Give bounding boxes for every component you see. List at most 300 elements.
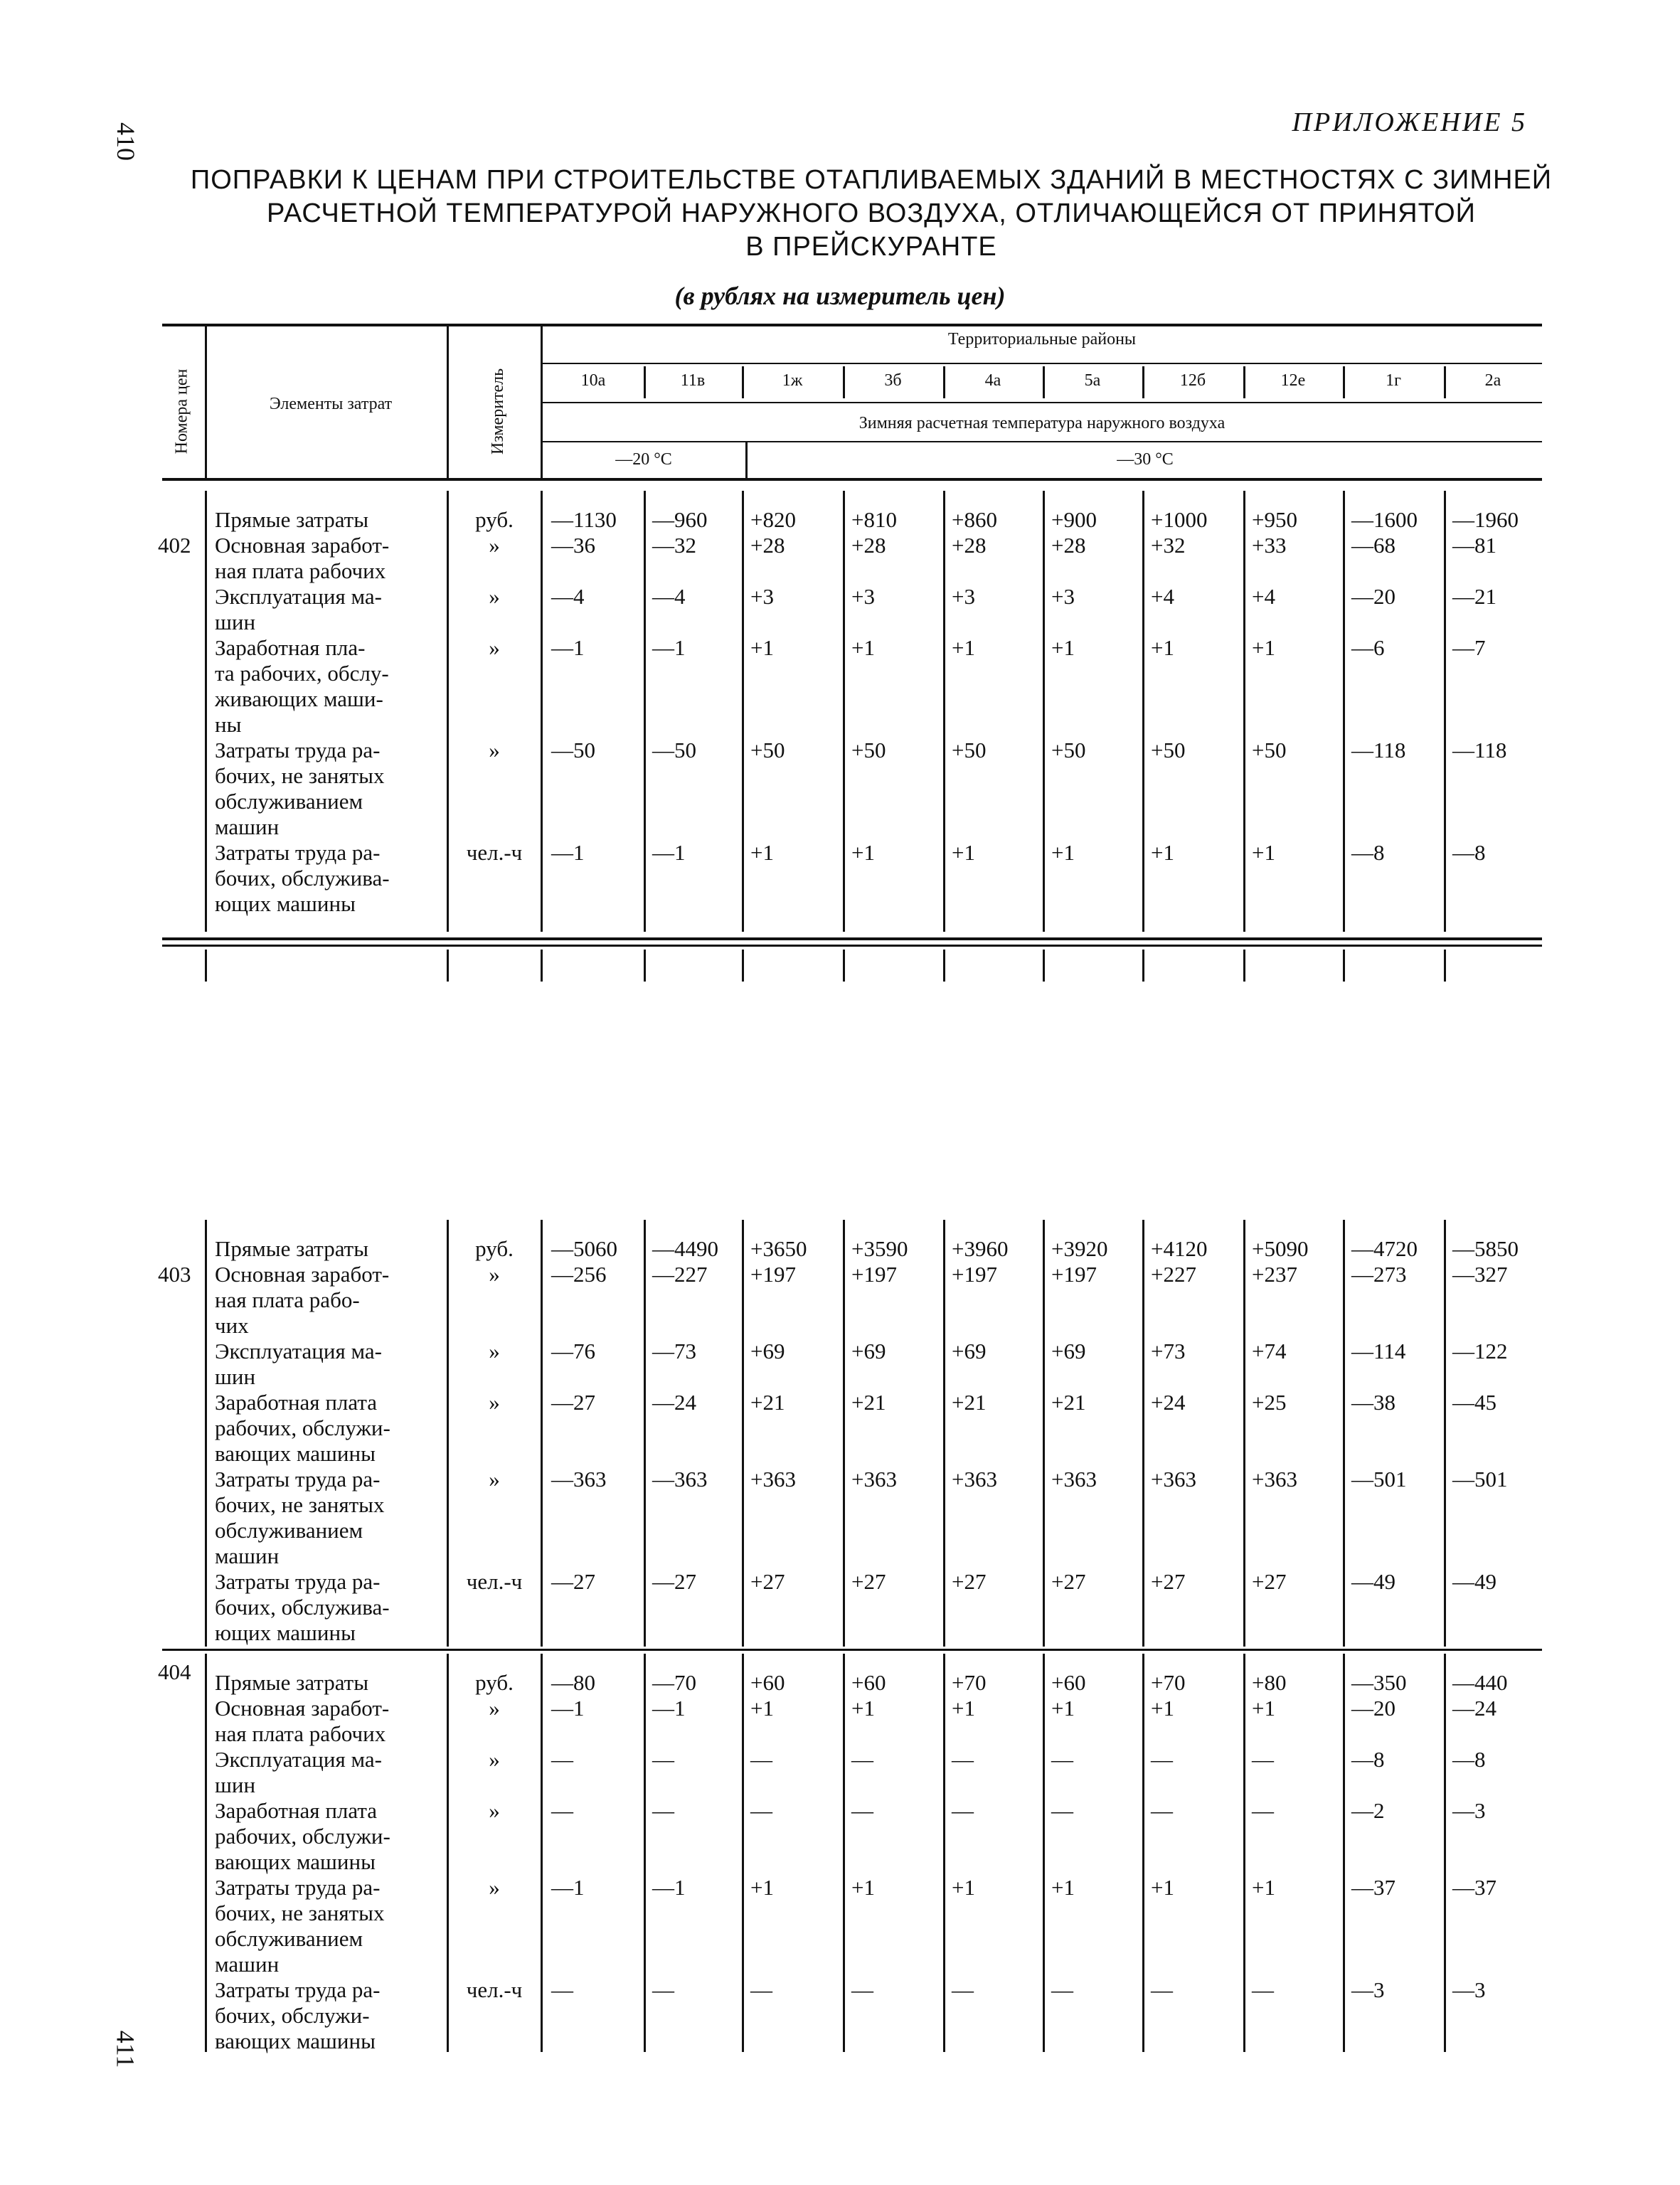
cost-element-line: обслуживанием xyxy=(215,789,363,814)
cost-element-line: бочих, обслужи- xyxy=(215,2003,370,2028)
value-cell: +50 xyxy=(1051,738,1086,762)
value-cell: +363 xyxy=(952,1467,997,1492)
value-cell: +1 xyxy=(1051,840,1075,865)
value-cell: — xyxy=(750,1977,772,2002)
cost-element xyxy=(215,1467,446,1569)
value-cell: —37 xyxy=(1452,1875,1496,1900)
region-header: 11в xyxy=(680,371,706,390)
cost-element-line: обслуживанием xyxy=(215,1518,363,1543)
value-cell: +1 xyxy=(1252,840,1275,865)
value-cell: +74 xyxy=(1252,1339,1287,1363)
value-cell: +80 xyxy=(1252,1670,1287,1695)
value-cell: +21 xyxy=(952,1390,987,1415)
vertical-rule xyxy=(742,366,744,398)
vertical-rule xyxy=(205,1654,207,2052)
value-cell: —8 xyxy=(1351,840,1385,865)
value-cell: +27 xyxy=(1051,1569,1086,1594)
value-cell: +3920 xyxy=(1051,1236,1108,1261)
cost-element xyxy=(215,1569,446,1646)
value-cell: — xyxy=(750,1747,772,1772)
value-cell: —50 xyxy=(551,738,595,762)
cost-element-line: Прямые затраты xyxy=(215,1236,369,1261)
value-cell: +1 xyxy=(750,1875,774,1900)
vertical-rule xyxy=(541,1654,543,2052)
cost-element-line: бочих, обслужива- xyxy=(215,1595,390,1620)
value-cell: — xyxy=(1252,1798,1274,1823)
cost-element-line: машин xyxy=(215,814,280,839)
value-cell: +28 xyxy=(1051,533,1086,558)
value-cell: —20 xyxy=(1351,584,1395,609)
value-cell: +3960 xyxy=(952,1236,1009,1261)
horizontal-rule xyxy=(543,441,1542,442)
page-title xyxy=(142,164,1600,264)
units-subtitle: (в рублях на измеритель цен) xyxy=(674,282,1006,310)
region-header: 3б xyxy=(884,371,902,390)
value-cell: +1 xyxy=(1151,840,1174,865)
value-cell: +70 xyxy=(952,1670,987,1695)
unit-cell: » xyxy=(489,1696,500,1721)
vertical-rule xyxy=(943,366,945,398)
cost-element-line: чих xyxy=(215,1313,249,1338)
value-cell: +3650 xyxy=(750,1236,807,1261)
cost-element-line: бочих, обслужива- xyxy=(215,866,390,891)
value-cell: +70 xyxy=(1151,1670,1186,1695)
value-cell: +27 xyxy=(1151,1569,1186,1594)
value-cell: +1 xyxy=(1051,1875,1075,1900)
unit-cell: » xyxy=(489,738,500,762)
value-cell: —27 xyxy=(551,1569,595,1594)
value-cell: +900 xyxy=(1051,507,1097,532)
value-cell: +73 xyxy=(1151,1339,1186,1363)
cost-element-line: Заработная плата xyxy=(215,1798,378,1823)
value-cell: +32 xyxy=(1151,533,1186,558)
vertical-rule xyxy=(447,950,449,982)
value-cell: —440 xyxy=(1452,1670,1508,1695)
vertical-rule xyxy=(1444,1654,1446,2052)
unit-cell: » xyxy=(489,1262,500,1287)
cost-element-line: рабочих, обслужи- xyxy=(215,1415,390,1440)
value-cell: +4 xyxy=(1252,584,1275,609)
value-cell: — xyxy=(652,1977,674,2002)
page-number-top: 410 xyxy=(112,122,140,161)
value-cell: +24 xyxy=(1151,1390,1186,1415)
price-code: 402 xyxy=(158,533,191,558)
vertical-rule xyxy=(541,326,543,478)
cost-element xyxy=(215,1236,446,1262)
value-cell: +363 xyxy=(1151,1467,1196,1492)
cost-element xyxy=(215,1798,446,1875)
value-cell: — xyxy=(652,1798,674,1823)
value-cell: —76 xyxy=(551,1339,595,1363)
value-cell: +810 xyxy=(851,507,897,532)
cost-element-line: Основная заработ- xyxy=(215,1696,390,1721)
cost-element-line: бочих, не занятых xyxy=(215,763,385,788)
value-cell: +28 xyxy=(750,533,785,558)
horizontal-rule xyxy=(162,937,1542,940)
vertical-rule xyxy=(1243,1654,1245,2052)
region-header: 12е xyxy=(1280,371,1306,390)
unit-cell: » xyxy=(489,1467,500,1492)
value-cell: —8 xyxy=(1351,1747,1385,1772)
value-cell: +1 xyxy=(750,1696,774,1721)
cost-element xyxy=(215,1339,446,1390)
header-temperature: Зимняя расчетная температура наружного воздуха xyxy=(858,414,1226,432)
cost-element xyxy=(215,533,446,584)
value-cell: +197 xyxy=(750,1262,796,1287)
cost-element-line: Затраты труда ра- xyxy=(215,840,381,865)
value-cell: —8 xyxy=(1452,840,1486,865)
value-cell: —50 xyxy=(652,738,696,762)
horizontal-rule xyxy=(162,478,1542,481)
vertical-rule xyxy=(1243,491,1245,932)
cost-element xyxy=(215,1262,446,1339)
vertical-rule xyxy=(1343,1654,1345,2052)
vertical-rule xyxy=(1043,950,1045,982)
value-cell: +197 xyxy=(1051,1262,1097,1287)
vertical-rule xyxy=(1142,1220,1144,1647)
unit-cell: » xyxy=(489,1339,500,1363)
value-cell: —363 xyxy=(551,1467,607,1492)
value-cell: —4 xyxy=(551,584,585,609)
cost-element xyxy=(215,1696,446,1747)
value-cell: +1 xyxy=(851,1696,875,1721)
value-cell: —68 xyxy=(1351,533,1395,558)
title-line: ПОПРАВКИ К ЦЕНАМ ПРИ СТРОИТЕЛЬСТВЕ ОТАПЛИВАЕМЫХ ЗДАНИЙ В МЕСТНОСТЯХ С ЗИМНЕЙ xyxy=(190,165,1553,195)
vertical-rule xyxy=(1043,491,1045,932)
value-cell: — xyxy=(1051,1747,1073,1772)
value-cell: +820 xyxy=(750,507,796,532)
vertical-rule xyxy=(644,1220,646,1647)
vertical-rule xyxy=(943,1220,945,1647)
unit-cell: » xyxy=(489,1798,500,1823)
cost-element-line: ющих машины xyxy=(215,1620,356,1645)
region-header: 1г xyxy=(1386,371,1401,390)
price-code: 403 xyxy=(158,1262,191,1287)
vertical-rule xyxy=(1243,366,1245,398)
vertical-rule xyxy=(205,491,207,932)
value-cell: +4 xyxy=(1151,584,1174,609)
value-cell: +27 xyxy=(952,1569,987,1594)
value-cell: —1960 xyxy=(1452,507,1519,532)
value-cell: +69 xyxy=(851,1339,886,1363)
value-cell: — xyxy=(551,1747,573,1772)
value-cell: +3 xyxy=(851,584,875,609)
horizontal-rule xyxy=(543,402,1542,403)
vertical-rule xyxy=(541,950,543,982)
cost-element-line: Эксплуатация ма- xyxy=(215,1339,382,1363)
horizontal-rule xyxy=(162,324,1542,326)
vertical-rule xyxy=(447,326,449,478)
cost-element xyxy=(215,1977,446,2054)
cost-element-line: Эксплуатация ма- xyxy=(215,584,382,609)
vertical-rule xyxy=(644,950,646,982)
vertical-rule xyxy=(943,1654,945,2052)
value-cell: —24 xyxy=(652,1390,696,1415)
value-cell: —36 xyxy=(551,533,595,558)
value-cell: +3 xyxy=(952,584,975,609)
value-cell: — xyxy=(851,1798,873,1823)
cost-element xyxy=(215,507,446,533)
value-cell: —3 xyxy=(1452,1977,1486,2002)
cost-element-line: Эксплуатация ма- xyxy=(215,1747,382,1772)
value-cell: +1 xyxy=(952,1696,975,1721)
cost-element-line: рабочих, обслужи- xyxy=(215,1824,390,1849)
value-cell: +950 xyxy=(1252,507,1297,532)
value-cell: —45 xyxy=(1452,1390,1496,1415)
value-cell: +21 xyxy=(1051,1390,1086,1415)
value-cell: — xyxy=(1151,1977,1173,2002)
value-cell: +69 xyxy=(1051,1339,1086,1363)
header-elements: Элементы затрат xyxy=(269,395,393,413)
vertical-rule xyxy=(1043,366,1045,398)
value-cell: —114 xyxy=(1351,1339,1406,1363)
value-cell: +60 xyxy=(851,1670,886,1695)
value-cell: +227 xyxy=(1151,1262,1196,1287)
vertical-rule xyxy=(644,1654,646,2052)
cost-element xyxy=(215,1670,446,1696)
value-cell: — xyxy=(750,1798,772,1823)
value-cell: —38 xyxy=(1351,1390,1395,1415)
vertical-rule xyxy=(742,1654,744,2052)
vertical-rule xyxy=(1444,950,1446,982)
value-cell: +363 xyxy=(1252,1467,1297,1492)
value-cell: +1000 xyxy=(1151,507,1208,532)
value-cell: +1 xyxy=(1051,1696,1075,1721)
value-cell: +1 xyxy=(1252,1875,1275,1900)
value-cell: — xyxy=(1151,1798,1173,1823)
header-temp-group: —30 °С xyxy=(1117,450,1174,469)
cost-element xyxy=(215,635,446,738)
value-cell: —3 xyxy=(1452,1798,1486,1823)
value-cell: — xyxy=(952,1747,974,1772)
value-cell: +50 xyxy=(750,738,785,762)
value-cell: +5090 xyxy=(1252,1236,1309,1261)
cost-element-line: ная плата рабочих xyxy=(215,558,386,583)
value-cell: — xyxy=(551,1798,573,1823)
vertical-rule xyxy=(1043,1654,1045,2052)
vertical-rule xyxy=(742,1220,744,1647)
header-territorial: Территориальные районы xyxy=(947,330,1137,349)
value-cell: +1 xyxy=(750,635,774,660)
value-cell: —7 xyxy=(1452,635,1486,660)
value-cell: — xyxy=(1051,1977,1073,2002)
unit-cell: » xyxy=(489,533,500,558)
vertical-rule xyxy=(843,950,845,982)
value-cell: +1 xyxy=(952,840,975,865)
value-cell: +197 xyxy=(952,1262,997,1287)
cost-element-line: вающих машины xyxy=(215,1849,376,1874)
value-cell: —1 xyxy=(652,1696,686,1721)
cost-element-line: ющих машины xyxy=(215,891,356,916)
vertical-rule xyxy=(1343,366,1345,398)
value-cell: +1 xyxy=(851,635,875,660)
horizontal-rule xyxy=(162,1649,1542,1651)
value-cell: —1 xyxy=(652,635,686,660)
unit-cell: руб. xyxy=(475,1236,514,1261)
cost-element-line: Затраты труда ра- xyxy=(215,1569,381,1594)
value-cell: +1 xyxy=(952,635,975,660)
unit-cell: » xyxy=(489,1390,500,1415)
value-cell: —1 xyxy=(551,1696,585,1721)
cost-element xyxy=(215,1875,446,1977)
value-cell: —80 xyxy=(551,1670,595,1695)
cost-element xyxy=(215,738,446,840)
cost-element-line: ная плата рабо- xyxy=(215,1287,360,1312)
value-cell: +27 xyxy=(1252,1569,1287,1594)
value-cell: +363 xyxy=(851,1467,897,1492)
cost-element xyxy=(215,584,446,635)
value-cell: —1 xyxy=(652,840,686,865)
value-cell: +1 xyxy=(1151,1696,1174,1721)
cost-element-line: та рабочих, обслу- xyxy=(215,661,389,686)
unit-cell: » xyxy=(489,1875,500,1900)
cost-element-line: живающих маши- xyxy=(215,686,383,711)
cost-element-line: машин xyxy=(215,1543,280,1568)
cost-element-line: Заработная плата xyxy=(215,1390,378,1415)
value-cell: —1 xyxy=(652,1875,686,1900)
vertical-rule xyxy=(1142,950,1144,982)
value-cell: — xyxy=(1252,1977,1274,2002)
unit-cell: » xyxy=(489,635,500,660)
vertical-rule xyxy=(745,442,748,478)
value-cell: —27 xyxy=(551,1390,595,1415)
vertical-rule xyxy=(1243,1220,1245,1647)
vertical-rule xyxy=(1444,366,1446,398)
vertical-rule xyxy=(1444,491,1446,932)
horizontal-rule xyxy=(162,945,1542,947)
value-cell: +60 xyxy=(1051,1670,1086,1695)
cost-element-line: Затраты труда ра- xyxy=(215,1467,381,1492)
cost-element-line: Основная заработ- xyxy=(215,533,390,558)
value-cell: +1 xyxy=(851,1875,875,1900)
page-number-bottom: 411 xyxy=(111,2030,140,2068)
vertical-rule xyxy=(843,1220,845,1647)
value-cell: +237 xyxy=(1252,1262,1297,1287)
value-cell: — xyxy=(652,1747,674,1772)
value-cell: —4490 xyxy=(652,1236,718,1261)
header-unit: Измеритель xyxy=(489,368,508,455)
value-cell: — xyxy=(1051,1798,1073,1823)
value-cell: +197 xyxy=(851,1262,897,1287)
cost-element-line: бочих, не занятых xyxy=(215,1492,385,1517)
vertical-rule xyxy=(644,491,646,932)
vertical-rule xyxy=(742,950,744,982)
value-cell: +69 xyxy=(750,1339,785,1363)
value-cell: +1 xyxy=(1252,635,1275,660)
value-cell: +1 xyxy=(750,840,774,865)
vertical-rule xyxy=(843,491,845,932)
value-cell: +28 xyxy=(851,533,886,558)
value-cell: — xyxy=(1151,1747,1173,1772)
value-cell: —3 xyxy=(1351,1977,1385,2002)
cost-element xyxy=(215,1747,446,1798)
vertical-rule xyxy=(541,491,543,932)
cost-element-line: ны xyxy=(215,712,242,737)
cost-element xyxy=(215,1390,446,1467)
vertical-rule xyxy=(843,1654,845,2052)
value-cell: —70 xyxy=(652,1670,696,1695)
value-cell: +27 xyxy=(851,1569,886,1594)
value-cell: —4720 xyxy=(1351,1236,1418,1261)
cost-element-line: Затраты труда ра- xyxy=(215,1875,381,1900)
value-cell: —1130 xyxy=(551,507,617,532)
unit-cell: руб. xyxy=(475,507,514,532)
value-cell: —20 xyxy=(1351,1696,1395,1721)
value-cell: —24 xyxy=(1452,1696,1496,1721)
cost-element-line: шин xyxy=(215,1364,256,1389)
value-cell: — xyxy=(1252,1747,1274,1772)
value-cell: —1 xyxy=(551,840,585,865)
value-cell: —5850 xyxy=(1452,1236,1519,1261)
value-cell: —27 xyxy=(652,1569,696,1594)
unit-cell: чел.-ч xyxy=(466,1977,523,2002)
value-cell: +3 xyxy=(750,584,774,609)
vertical-rule xyxy=(1142,366,1144,398)
value-cell: +50 xyxy=(1252,738,1287,762)
vertical-rule xyxy=(943,491,945,932)
cost-element-line: шин xyxy=(215,610,256,634)
cost-element-line: Прямые затраты xyxy=(215,1670,369,1695)
title-line: В ПРЕЙСКУРАНТЕ xyxy=(745,232,997,262)
header-temp-group: —20 °С xyxy=(615,450,672,469)
vertical-rule xyxy=(843,366,845,398)
value-cell: —227 xyxy=(652,1262,708,1287)
value-cell: +3590 xyxy=(851,1236,908,1261)
cost-element xyxy=(215,840,446,917)
cost-element-line: обслуживанием xyxy=(215,1926,363,1951)
unit-cell: чел.-ч xyxy=(466,1569,523,1594)
cost-element-line: Заработная пла- xyxy=(215,635,366,660)
vertical-rule xyxy=(1243,950,1245,982)
value-cell: —118 xyxy=(1452,738,1507,762)
value-cell: — xyxy=(851,1977,873,2002)
value-cell: +25 xyxy=(1252,1390,1287,1415)
value-cell: +1 xyxy=(952,1875,975,1900)
value-cell: —8 xyxy=(1452,1747,1486,1772)
value-cell: +21 xyxy=(750,1390,785,1415)
value-cell: —6 xyxy=(1351,635,1385,660)
region-header: 1ж xyxy=(782,371,803,390)
value-cell: —2 xyxy=(1351,1798,1385,1823)
value-cell: —5060 xyxy=(551,1236,617,1261)
value-cell: +50 xyxy=(952,738,987,762)
cost-element-line: Прямые затраты xyxy=(215,507,369,532)
unit-cell: руб. xyxy=(475,1670,514,1695)
value-cell: +363 xyxy=(1051,1467,1097,1492)
value-cell: —1 xyxy=(551,635,585,660)
title-line: РАСЧЕТНОЙ ТЕМПЕРАТУРОЙ НАРУЖНОГО ВОЗДУХА, ОТЛИЧАЮЩЕЙСЯ ОТ ПРИНЯТОЙ xyxy=(267,198,1476,228)
value-cell: —49 xyxy=(1351,1569,1395,1594)
value-cell: —49 xyxy=(1452,1569,1496,1594)
value-cell: +1 xyxy=(851,840,875,865)
value-cell: —122 xyxy=(1452,1339,1508,1363)
value-cell: —1600 xyxy=(1351,507,1418,532)
value-cell: —960 xyxy=(652,507,708,532)
header-price-no: Номера цен xyxy=(172,368,191,454)
vertical-rule xyxy=(205,326,207,478)
vertical-rule xyxy=(1444,1220,1446,1647)
value-cell: +28 xyxy=(952,533,987,558)
value-cell: —32 xyxy=(652,533,696,558)
value-cell: +50 xyxy=(1151,738,1186,762)
value-cell: — xyxy=(851,1747,873,1772)
vertical-rule xyxy=(943,950,945,982)
vertical-rule xyxy=(1343,1220,1345,1647)
value-cell: —327 xyxy=(1452,1262,1508,1287)
region-header: 4а xyxy=(984,371,1001,390)
region-header: 5а xyxy=(1084,371,1101,390)
vertical-rule xyxy=(1043,1220,1045,1647)
